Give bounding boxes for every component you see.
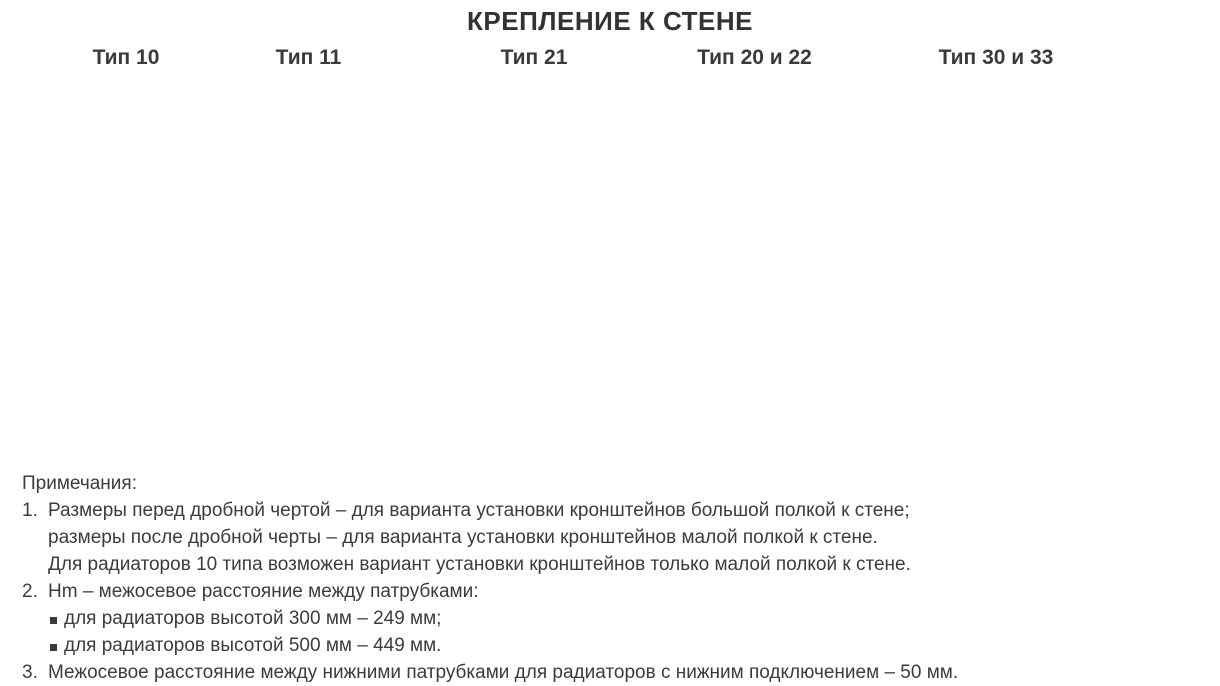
diagram-title-type20-22: Тип 20 и 22 (697, 46, 812, 69)
note-bullet (50, 632, 479, 659)
note-line: Размеры перед дробной чертой – для варианта установки кронштейнов большой полкой к стене; (48, 500, 910, 521)
notes-section (22, 470, 958, 686)
page-title: КРЕПЛЕНИЕ К СТЕНЕ (467, 6, 753, 36)
diagram-title-type10: Тип 10 (92, 46, 160, 69)
note-line: Межосевое расстояние между нижними патрубками для радиаторов с нижним подключением – 50 мм. (48, 662, 959, 683)
diagram-type11 (245, 46, 425, 466)
diagram-type10 (60, 46, 235, 466)
drawing-type21 (460, 86, 656, 466)
note-number: 3. (22, 662, 38, 683)
diagram-type30-33 (900, 46, 1130, 466)
note-number: 2. (22, 581, 38, 602)
note-bullet (50, 605, 479, 632)
note-bullet-text: для радиаторов высотой 300 мм – 249 мм; (64, 608, 442, 629)
note-line: размеры после дробной черты – для варианта установки кронштейнов малой полкой к стене. (48, 527, 878, 548)
bullet-square-icon (50, 644, 57, 651)
diagram-type21 (460, 46, 656, 466)
diagram-title-type30-33: Тип 30 и 33 (938, 46, 1054, 69)
diagram-type20-22 (670, 46, 882, 466)
drawing-type10 (60, 86, 235, 466)
drawing-type20-22 (670, 86, 882, 466)
note-number: 1. (22, 500, 38, 521)
drawing-type30-33 (900, 86, 1130, 466)
diagram-title-type21: Тип 21 (500, 46, 568, 69)
note-item-2 (22, 578, 958, 659)
notes-heading: Примечания: (22, 473, 137, 494)
note-line: Hm – межосевое расстояние между патрубками: (48, 581, 479, 602)
drawing-type11 (245, 86, 425, 466)
diagram-title-type11: Тип 11 (275, 46, 342, 69)
note-line: Для радиаторов 10 типа возможен вариант установки кронштейнов только малой полкой к стене. (48, 554, 911, 575)
note-item-3 (22, 659, 958, 686)
bullet-square-icon (50, 617, 57, 624)
note-bullet-text: для радиаторов высотой 500 мм – 449 мм. (64, 635, 442, 656)
note-item-1 (22, 497, 958, 578)
